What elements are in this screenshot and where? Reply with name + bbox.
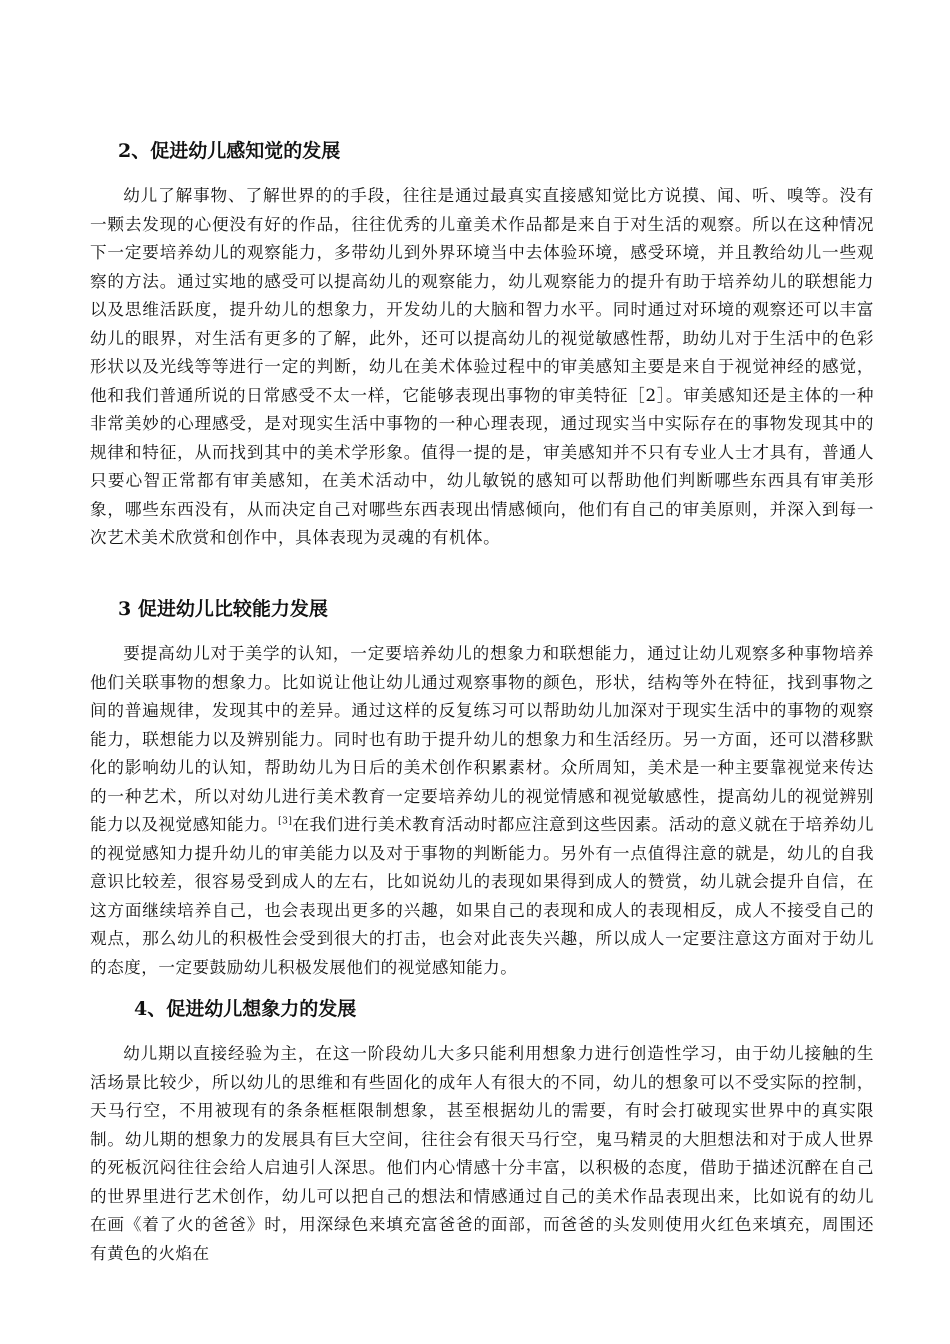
section-heading-3: 3 促进幼儿比较能力发展 [118, 598, 328, 620]
section-paragraph-3-part-1: 要提高幼儿对于美学的认知，一定要培养幼儿的想象力和联想能力，通过让幼儿观察多种事物培养他们关联事物的想象力。比如说让他让幼儿通过观察事物的颜色，形状，结构等外在特征，找到事物之间的普遍规律，发现其中的差异。通过这样的反复练习可以帮助幼儿加深对于现实生活中的事物的观察能力，联想能力以及辨别能力。同时也有助于提升幼儿的想象力和生活经历。另一方面，还可以潜移默化的影响幼儿的认知，帮助幼儿为日后的美术创作积累素材。众所周知，美术是一种主要靠视觉来传达的一种艺术，所以对幼儿进行美术教育一定要培养幼儿的视觉情感和视觉敏感性，提高幼儿的视觉辨别能力以及视觉感知能力。 [90, 644, 874, 834]
section-heading-2: 2、促进幼儿感知觉的发展 [118, 140, 341, 162]
citation-marker: [3] [278, 816, 293, 827]
section-paragraph-3 [90, 640, 874, 982]
section-heading-4: 4、促进幼儿想象力的发展 [134, 998, 357, 1020]
section-paragraph-2: 幼儿了解事物、了解世界的的手段，往往是通过最真实直接感知觉比方说摸、闻、听、嗅等。没有一颗去发现的心便没有好的作品，往往优秀的儿童美术作品都是来自于对生活的观察。所以在这种情况下一定要培养幼儿的观察能力，多带幼儿到外界环境当中去体验环境，感受环境，并且教给幼儿一些观察的方法。通过实地的感受可以提高幼儿的观察能力，幼儿观察能力的提升有助于培养幼儿的联想能力以及思维活跃度，提升幼儿的想象力，开发幼儿的大脑和智力水平。同时通过对环境的观察还可以丰富幼儿的眼界，对生活有更多的了解，此外，还可以提高幼儿的视觉敏感性帮，助幼儿对于生活中的色彩形状以及光线等等进行一定的判断，幼儿在美术体验过程中的审美感知主要是来自于视觉神经的感觉，他和我们普通所说的日常感受不太一样，它能够表现出事物的审美特征［2］。审美感知还是主体的一种非常美妙的心理感受，是对现实生活中事物的一种心理表现，通过现实当中实际存在的事物发现其中的规律和特征，从而找到其中的美术学形象。值得一提的是，审美感知并不只有专业人士才具有，普通人只要心智正常都有审美感知，在美术活动中，幼儿敏锐的感知可以帮助他们判断哪些东西具有审美形象，哪些东西没有，从而决定自己对哪些东西表现出情感倾向，他们有自己的审美原则，并深入到每一次艺术美术欣赏和创作中，具体表现为灵魂的有机体。 [90, 186, 874, 547]
section-paragraph-3-part-2: 在我们进行美术教育活动时都应注意到这些因素。活动的意义就在于培养幼儿的视觉感知力提升幼儿的审美能力以及对于事物的判断能力。另外有一点值得注意的就是，幼儿的自我意识比较差，很容易受到成人的左右，比如说幼儿的表现如果得到成人的赞赏，幼儿就会提升自信，在这方面继续培养自己，也会表现出更多的兴趣，如果自己的表现和成人的表现相反，成人不接受自己的观点，那么幼儿的积极性会受到很大的打击，也会对此丧失兴趣，所以成人一定要注意这方面对于幼儿的态度，一定要鼓励幼儿积极发展他们的视觉感知能力。 [90, 815, 875, 977]
section-paragraph-4: 幼儿期以直接经验为主，在这一阶段幼儿大多只能利用想象力进行创造性学习，由于幼儿接触的生活场景比较少，所以幼儿的思维和有些固化的成年人有很大的不同，幼儿的想象可以不受实际的控制，天马行空，不用被现有的条条框框限制想象，甚至根据幼儿的需要，有时会打破现实世界中的真实限制。幼儿期的想象力的发展具有巨大空间，往往会有很天马行空，鬼马精灵的大胆想法和对于成人世界的死板沉闷往往会给人启迪引人深思。他们内心情感十分丰富，以积极的态度，借助于描述沉醉在自己的世界里进行艺术创作，幼儿可以把自己的想法和情感通过自己的美术作品表现出来，比如说有的幼儿在画《着了火的爸爸》时，用深绿色来填充富爸爸的面部，而爸爸的头发则使用火红色来填充，周围还有黄色的火焰在 [90, 1044, 874, 1263]
